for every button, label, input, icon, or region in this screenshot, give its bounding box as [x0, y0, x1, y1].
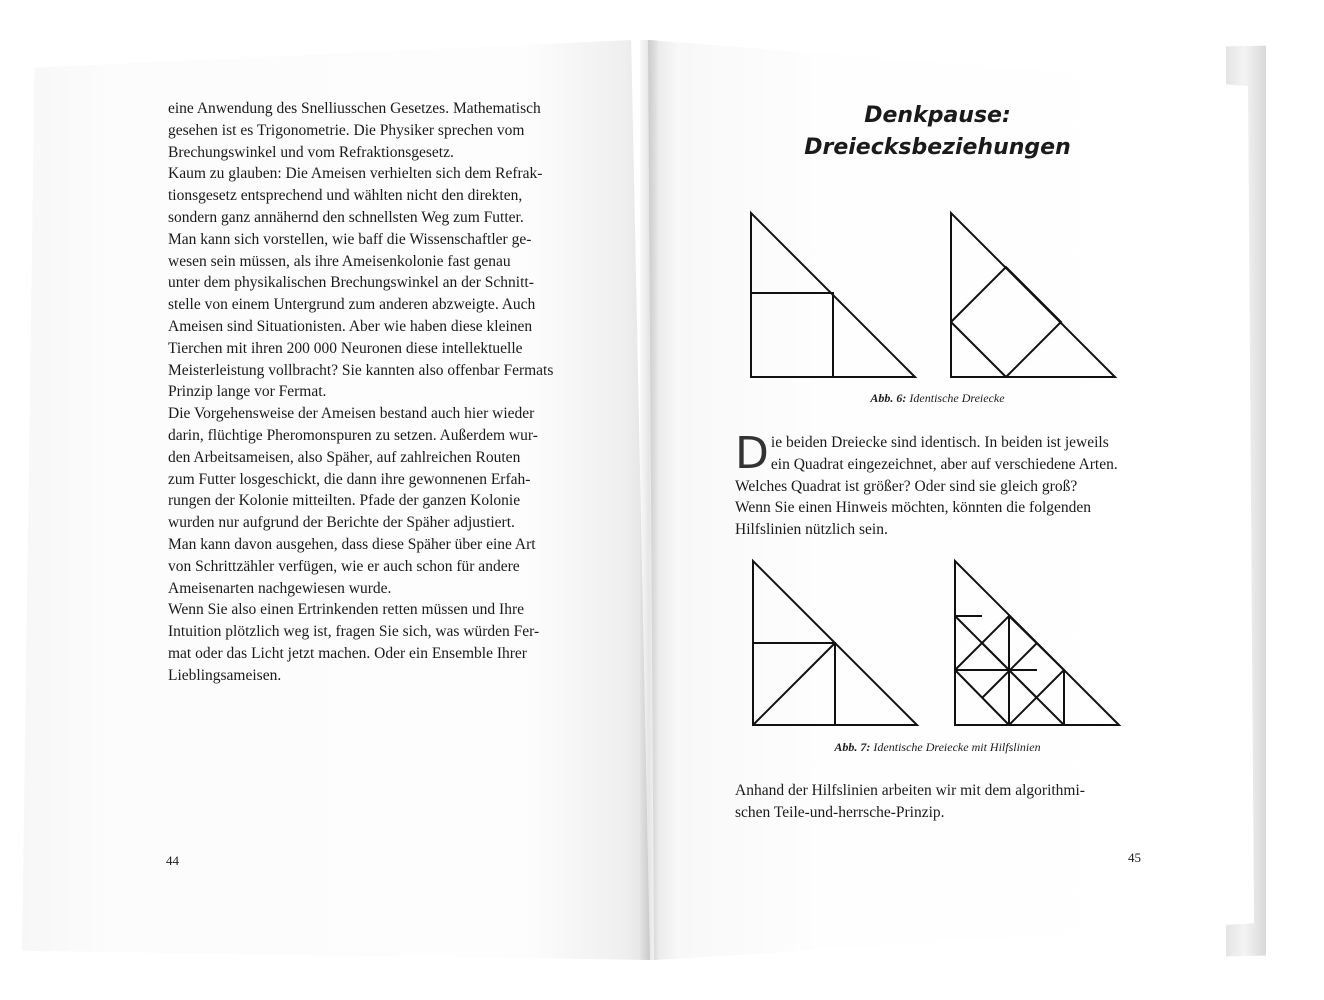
caption-text: Identische Dreiecke mit Hilfslinien	[873, 740, 1041, 754]
text-line: Brechungswinkel und vom Refraktionsgesetz.	[168, 143, 454, 161]
text-line: Kaum zu glauben: Die Ameisen verhielten sich dem Refrak-	[168, 165, 543, 183]
text-line: gesehen ist es Trigonometrie. Die Physiker sprechen vom	[168, 121, 525, 139]
text-line: Welches Quadrat ist größer? Oder sind sie gleich groß?	[735, 477, 1078, 495]
text-line: darin, flüchtige Pheromonspuren zu setzen. Außerdem wur-	[168, 426, 538, 444]
text-line: Wenn Sie einen Hinweis möchten, könnten die folgenden	[735, 499, 1092, 517]
caption-label: Abb. 6:	[870, 391, 907, 405]
text-line: Die Vorgehensweise der Ameisen bestand auch hier wieder	[168, 405, 535, 423]
closing-paragraph	[735, 780, 1140, 824]
text-line: von Schrittzähler verfügen, wie er auch schon für andere	[168, 557, 520, 575]
text-line: den Arbeitsameisen, also Späher, auf zahlreichen Routen	[168, 448, 521, 466]
text-line: Wenn Sie also einen Ertrinkenden retten müssen und Ihre	[168, 601, 525, 619]
book-gutter	[640, 40, 658, 960]
drop-cap: D	[735, 428, 769, 479]
text-line: Meisterleistung vollbracht? Sie kannten also offenbar Fermats	[168, 361, 554, 379]
text-line: wurden nur aufgrund der Berichte der Späher adjustiert.	[168, 514, 515, 532]
text-line: Man kann davon ausgehen, dass diese Späher über eine Art	[168, 535, 536, 553]
text-line: Man kann sich vorstellen, wie baff die Wissenschaftler ge-	[168, 230, 532, 248]
text-line: Ameisenarten nachgewiesen wurde.	[168, 579, 392, 597]
caption-text: Identische Dreiecke	[909, 391, 1005, 405]
text-line: rungen der Kolonie mitteilten. Pfade der ganzen Kolonie	[168, 492, 521, 510]
text-line: Prinzip lange vor Fermat.	[168, 383, 327, 401]
page-number-left: 44	[166, 853, 179, 868]
text-line: stelle von einem Untergrund zum anderen abzweigte. Auch	[168, 296, 536, 314]
triangle-inscribed-square-a	[751, 213, 915, 377]
text-line: schen Teile-und-herrsche-Prinzip.	[735, 803, 945, 821]
text-line: sondern ganz annähernd den schnellsten Weg zum Futter.	[168, 208, 524, 226]
figure-7-triangles-helplines	[745, 555, 1130, 735]
figure-6-caption	[735, 391, 1140, 406]
left-page-text	[168, 98, 568, 687]
text-line: wesen sein müssen, als ihre Ameisenkolonie fast genau	[168, 252, 511, 270]
triangle-helplines-b	[955, 561, 1119, 725]
intro-paragraph	[735, 428, 1140, 541]
text-line: Lieblingsameisen.	[168, 666, 282, 684]
text-line: Tierchen mit ihren 200 000 Neuronen diese intellektuelle	[168, 339, 523, 357]
figure-7-caption	[735, 740, 1140, 755]
text-line: zum Futter losgeschickt, die dann ihre gewonnenen Erfah-	[168, 470, 531, 488]
section-heading	[735, 100, 1140, 164]
text-line: Hilfslinien nützlich sein.	[735, 521, 888, 539]
text-line: Ameisen sind Situationisten. Aber wie haben diese kleinen	[168, 317, 533, 335]
heading-line-2: Dreiecksbeziehungen	[804, 135, 1071, 160]
caption-label: Abb. 7:	[834, 740, 871, 754]
text-line: tionsgesetz entsprechend und wählten nicht den direkten,	[168, 187, 523, 205]
triangle-inscribed-square-b	[951, 213, 1115, 377]
text-line: Anhand der Hilfslinien arbeiten wir mit dem algorithmi-	[735, 782, 1085, 799]
page-number-right: 45	[1128, 850, 1141, 865]
text-line: unter dem physikalischen Brechungswinkel an der Schnitt-	[168, 274, 534, 292]
text-line: mat oder das Licht jetzt machen. Oder ein Ensemble Ihrer	[168, 644, 527, 662]
heading-line-1: Denkpause:	[864, 103, 1011, 128]
triangle-helplines-a	[753, 561, 917, 725]
text-line: ein Quadrat eingezeichnet, aber auf verschiedene Arten.	[770, 455, 1118, 473]
text-line: ie beiden Dreiecke sind identisch. In beiden ist jeweils	[770, 434, 1109, 451]
figure-6-triangles	[745, 205, 1125, 385]
text-line: Intuition plötzlich weg ist, fragen Sie sich, was würden Fer-	[168, 623, 540, 641]
text-line: eine Anwendung des Snelliusschen Gesetzes. Mathematisch	[168, 100, 541, 117]
